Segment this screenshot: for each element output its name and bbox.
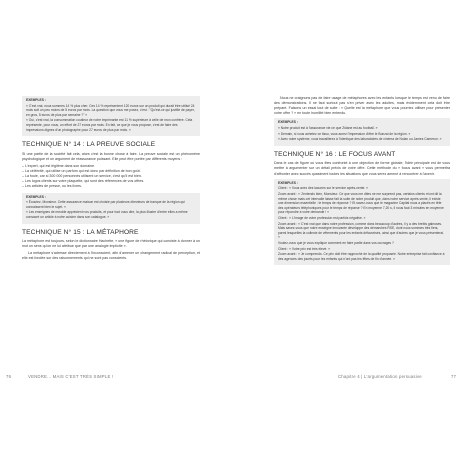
list-item: – Les logos clients sur votre plaquette, qui sont des références de vos offres. — [22, 179, 145, 184]
right-page — [274, 96, 450, 269]
example-line: Voulez-vous que je vous explique comment en faire partie dans vos ouvrages ? — [278, 240, 394, 245]
list-item: – La célébrité, qui utilise un parfum qui est donc par définition de bon goût. — [22, 169, 141, 174]
example-line: Zoom avant : « C'est vrai que dans notre profession, comme dans beaucoup d'autres, il y a des brebis galeuses. Mais savez-vous que notre enseigne innovante développe des démarches RSE, dont nous sommes très fiers, parmi lesquelles la collecte de vêtements pour les enfants défavorisés, ainsi que d'autres que je vous présenterai. » — [278, 221, 444, 240]
left-running-title: VENDRE... MAIS C'EST TRÈS SIMPLE ! — [28, 374, 114, 379]
example-line: « Demain, si vous achetez ce tissu, vous aurez l'impression d'être le Bonzai de la région. » — [278, 131, 411, 136]
examples-title: EXEMPLES : — [26, 194, 46, 199]
right-running-title: Chapitre 4 | L'argumentation persuasive — [338, 374, 422, 379]
examples-box-3 — [274, 118, 450, 145]
example-line: « C'est vrai, nous sommes 14 % plus cher. Ces 14 % représentent 120 euros sur un produit qui durait être utilisé 24 mois soit un peu moins de 5 euros par mois. La question que vous me posez, c'est : "Qu'est-ce qui justifie de payer, en gros, 5 euros de plus par semaine ?" » — [26, 103, 195, 117]
examples-title: EXEMPLES : — [278, 120, 298, 125]
examples-title: EXEMPLES : — [26, 98, 46, 102]
examples-box-2 — [22, 193, 200, 224]
heading-technique-14: TECHNIQUE N° 14 : LA PREUVE SOCIALE — [22, 141, 156, 149]
example-line: « Notre produit est à l'assurance vie ce que Zidane est au football. » — [278, 125, 378, 130]
list-item: – L'expert, qui est légitime dans son domaine. — [22, 164, 96, 169]
heading-technique-15: TECHNIQUE N° 15 : LA MÉTAPHORE — [22, 228, 139, 236]
example-line: Zoom avant : « J'entends bien, Monsieur. Ce que vous me dites ne me surprend pas, certains clients m'ont dit la même chose mais cet intervalle laisse fait la suite de notre produit que, dans notre service après-vente, il existe une dimension essentielle : le temps de réponse ? Et savez-vous que le magazine Capital nous a placés en tête des opérateurs téléphoniques pour le temps de réponse ? En moyenne 7,20 s, il nous faut 3 minutes en moyenne pour répondre à votre demande ! » — [278, 191, 444, 215]
list-item: – Les articles de presse, ou les livres. — [22, 184, 82, 189]
examples-title: EXEMPLES : — [278, 180, 298, 185]
example-line: « Oui, c'est vrai, la consommation coutieur de notre imprimante est 11 % supérieure à celle de mon confrère. Cela représente, pour vous, un effort de 27 euros par mois. En fait, ce que je vous propose, c'est de faire des impressions dignes d'un photographe pour 27 euros de plus par mois. » — [26, 118, 193, 132]
paragraph: Dans le cas de figure où vous êtes confronté à une objection de forme globale, l'idée principale est de vous mettre à argumenter sur un détail précis de votre offre. Cette méthode du « focus avant » vous permettra d'affronter avec succès quasiment toutes les situations que vous serez amené à rencontrer à l'avenir. — [274, 161, 450, 176]
right-page-number: 77 — [451, 374, 457, 379]
example-line: Client : « Vous avez des lacunes sur le service après-vente. » — [278, 186, 368, 191]
examples-box-4 — [274, 179, 450, 266]
left-page-number: 76 — [6, 374, 12, 379]
example-line: Client : « L'image de votre profession est parfois négative. » — [278, 215, 366, 220]
paragraph: Nous ne craignons pas de faire usage de métaphores avec les enfants lorsque le temps est venu de faire des démonstrations. Il ne faut surtout pas s'en priver avec les adultes, mais évidemment cela doit être préparé. Faisons un essai tout de suite : « Quelle est la métaphore que vous pourriez utiliser pour présenter votre offre ? » en toute humilité bien entendu. — [274, 96, 450, 116]
example-line: « Avec notre système, vous travaillerez à l'identique des laboratoires de cinéma de Nolan ou James Cameron. » — [278, 137, 442, 142]
heading-technique-16: TECHNIQUE N° 16 : LE FOCUS AVANT — [274, 150, 396, 158]
paragraph: Si une partie de la société fait cela, alors c'est la bonne chose à faire. La preuve sociale est un phénomène psychologique et un argument de réassurance puissant. Elle peut être portée par différents moyens : — [22, 151, 200, 161]
example-line: Client : « Votre prix est très élevé. » — [278, 246, 331, 251]
bullet-list — [22, 164, 200, 189]
left-page — [22, 96, 200, 264]
example-line: « Les enseignes de meuble apprécient nos produits, et pour tout vous dire, la plus illustre d'entre elles a même consacré un article à notre cuisine dans son catalogue. » — [26, 210, 188, 219]
paragraph: La métaphore s'adresse directement à l'inconscient, afin d'amener un changement radical de perception, et elle est fondée sur des raisonnements qui ne sont pas conscients. — [22, 251, 200, 261]
list-item: – La foule, car si 300 000 personnes utilisent un service, c'est qu'il est bien. — [22, 174, 142, 179]
examples-box-1 — [22, 96, 200, 136]
paragraph: La métaphore est toujours, selon le dictionnaire Hachette, « une figure de rhétorique qui consiste à donner à un mot un sens qu'on ne lui attribue que par une analogie implicite ». — [22, 239, 200, 249]
example-line: Zoom avant : « Je comprends. Ce prix doit être rapproché de la qualité proposée. Notre entreprise fait confiance à des agences des jouets pour les enfants qui n'ont pas les fêtes de fin d'année. » — [278, 252, 445, 261]
example-line: « Écoutez, Monsieur. Cette assurance maison est choisie par plusieurs directeurs de banque de la région qui connaissent bien le sujet. » — [26, 200, 185, 209]
